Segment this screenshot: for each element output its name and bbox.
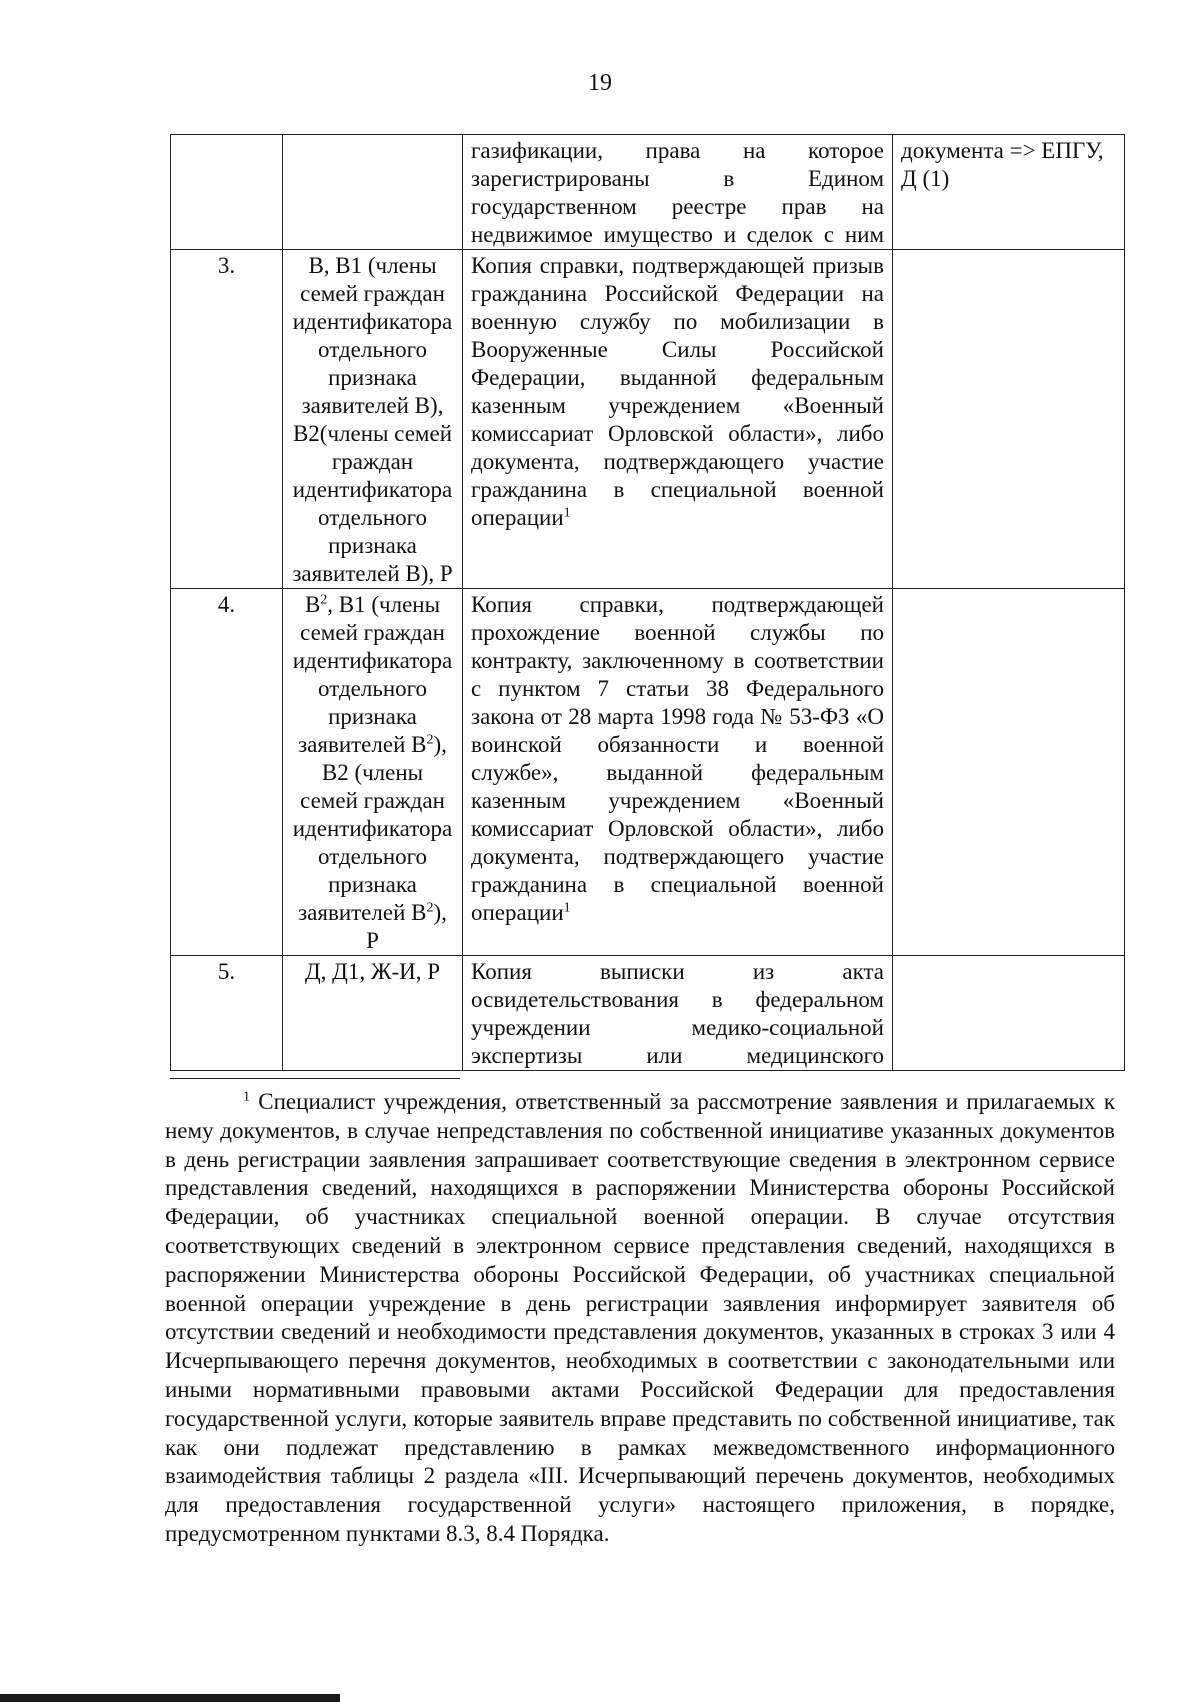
- scan-edge-mark: [0, 1694, 340, 1702]
- document-description: Копия выписки из акта освидетельствования в федеральном учреждении медико-социальной экспертизы или медицинского: [463, 956, 893, 1071]
- superscript: 2: [426, 900, 434, 916]
- category-text: ), В2 (члены семей граждан идентификатора отдельного признака заявителей В: [292, 732, 453, 925]
- applicant-category: [283, 589, 463, 956]
- submission-method: [893, 250, 1125, 589]
- superscript: 2: [320, 592, 328, 608]
- document-description: [463, 589, 893, 956]
- footnote: [165, 1088, 1115, 1549]
- table-row: [171, 589, 1125, 956]
- table-row: [171, 135, 1125, 250]
- row-number: [171, 135, 283, 250]
- row-number: 3.: [171, 250, 283, 589]
- submission-method: документа => ЕПГУ, Д (1): [893, 135, 1125, 250]
- category-text: В: [304, 592, 321, 617]
- footnote-marker: 1: [243, 1089, 250, 1105]
- submission-method: [893, 956, 1125, 1071]
- documents-table: [170, 134, 1125, 1071]
- applicant-category: [283, 135, 463, 250]
- footnote-text: Специалист учреждения, ответственный за рассмотрение заявления и прилагаемых к нему документов, в случае непредставления по собственной инициативе указанных документов в день регистрации заявления запрашивает соответствующие сведения в электронном сервисе представления сведений, находящихся в распоряжении Министерства обороны Российской Федерации, об участниках специальной военной операции. В случае отсутствия соответствующих сведений в электронном сервисе представления сведений, находящихся в распоряжении Министерства обороны Российской Федерации, об участниках специальной военной операции учреждение в день регистрации заявления информирует заявителя об отсутствии сведений и необходимости представления документов, указанных в строках 3 или 4 Исчерпывающего перечня документов, необходимых в соответствии с законодательными или иными нормативными правовыми актами Российской Федерации для предоставления государственной услуги, которые заявитель вправе представить по собственной инициативе, так как они подлежат представлению в рамках межведомственного информационного взаимодействия таблицы 2 раздела «III. Исчерпывающий перечень документов, необходимых для предоставления государственной услуги» настоящего приложения, в порядке, предусмотренном пунктами 8.3, 8.4 Порядка.: [165, 1089, 1115, 1546]
- applicant-category: Д, Д1, Ж-И, Р: [283, 956, 463, 1071]
- footnote-reference: 1: [563, 505, 571, 521]
- footnote-reference: 1: [563, 900, 571, 916]
- document-description: газификации, права на которое зарегистрированы в Едином государственном реестре прав на недвижимое имущество и сделок с ним: [463, 135, 893, 250]
- category-text: , В1 (члены семей граждан идентификатора отдельного признака заявителей В: [292, 592, 453, 757]
- category-text: ), Р: [366, 900, 447, 953]
- applicant-category: В, В1 (члены семей граждан идентификатора отдельного признака заявителей В), В2(члены семей граждан идентификатора отдельного признака заявителей В), Р: [283, 250, 463, 589]
- page-number: 19: [588, 70, 612, 96]
- submission-method: [893, 589, 1125, 956]
- document-text: Копия справки, подтверждающей призыв гражданина Российской Федерации на военную службу по мобилизации в Вооруженные Силы Российской Федерации, выданной федеральным казенным учреждением «Военный комиссариат Орловской области», либо документа, подтверждающего участие гражданина в специальной военной операции: [471, 253, 884, 530]
- row-number: 5.: [171, 956, 283, 1071]
- row-number: 4.: [171, 589, 283, 956]
- footnote-separator: [170, 1078, 460, 1079]
- superscript: 2: [426, 732, 434, 748]
- document-text: Копия справки, подтверждающей прохождение военной службы по контракту, заключенному в соответствии с пунктом 7 статьи 38 Федерального закона от 28 марта 1998 года № 53-ФЗ «О воинской обязанности и военной службе», выданной федеральным казенным учреждением «Военный комиссариат Орловской области», либо документа, подтверждающего участие гражданина в специальной военной операции: [471, 592, 884, 925]
- table-row: [171, 956, 1125, 1071]
- document-description: [463, 250, 893, 589]
- table-row: [171, 250, 1125, 589]
